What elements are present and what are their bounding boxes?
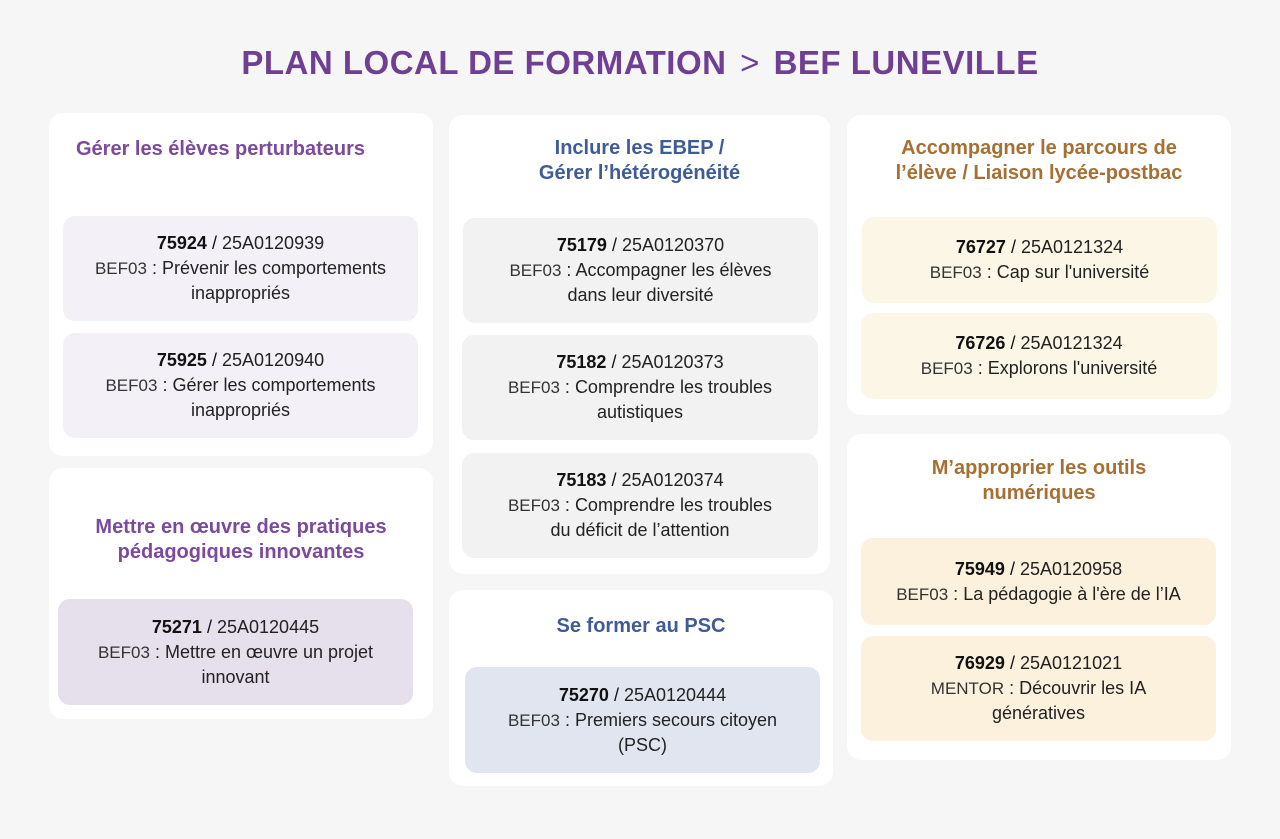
panel-pratiques-innovantes — [49, 468, 433, 719]
panel-title-line1: Mettre en œuvre des pratiques — [95, 516, 387, 538]
training-number: 75271 — [151, 616, 202, 637]
training-number: 75925 — [156, 350, 207, 370]
training-card[interactable]: 75949 / 25A0120958 BEF03 : La pédagogie à l'ère de l’IA — [861, 538, 1216, 625]
training-prefix: BEF03 — [896, 584, 949, 604]
training-title: Premiers secours citoyen — [574, 709, 778, 730]
training-number: 76726 — [955, 333, 1006, 353]
training-card[interactable]: 75925 / 25A0120940 BEF03 : Gérer les comportements inappropriés — [63, 333, 418, 438]
panel-title-line2: Gérer l’hétérogénéité — [538, 162, 741, 184]
training-title-cont: génératives — [991, 703, 1086, 723]
training-prefix: BEF03 — [97, 642, 150, 662]
training-code: 25A0120370 — [622, 235, 725, 255]
training-title: Accompagner les élèves — [575, 260, 772, 280]
panel-eleves-perturbateurs — [49, 113, 433, 456]
panel-title-line2: pédagogiques innovantes — [117, 541, 365, 563]
training-title: Comprendre les troubles — [574, 495, 773, 515]
training-number: 75949 — [954, 558, 1005, 579]
training-code: 25A0121021 — [1020, 653, 1123, 673]
training-title: Mettre en œuvre un projet — [164, 641, 374, 662]
page-title-site: BEF LUNEVILLE — [773, 44, 1039, 81]
training-code: 25A0120445 — [217, 616, 320, 637]
panel-inclure-ebep — [449, 115, 830, 574]
title-separator: > — [740, 44, 760, 81]
training-title: Prévenir les comportements — [161, 258, 387, 278]
training-code: 25A0120940 — [222, 350, 325, 370]
training-number: 75270 — [558, 684, 609, 705]
training-title-cont: innovant — [201, 666, 270, 687]
page-title-main: PLAN LOCAL DE FORMATION — [241, 44, 727, 81]
panel-title-line1: Accompagner le parcours de — [901, 137, 1177, 159]
training-number: 76727 — [955, 237, 1006, 257]
training-prefix: BEF03 — [105, 376, 158, 395]
training-card[interactable]: 76727 / 25A0121324 BEF03 : Cap sur l'université — [862, 217, 1217, 303]
training-title: Explorons l'université — [987, 358, 1158, 378]
training-prefix: BEF03 — [507, 496, 560, 515]
panel-psc — [449, 590, 833, 786]
training-title: La pédagogie à l'ère de l’IA — [963, 583, 1181, 604]
training-prefix: BEF03 — [507, 710, 560, 730]
training-title: Cap sur l'université — [996, 262, 1150, 282]
training-title: Découvrir les IA — [1019, 678, 1147, 698]
panel-title: Gérer les élèves perturbateurs — [76, 138, 366, 160]
panel-title: Se former au PSC — [556, 615, 726, 637]
training-code: 25A0121324 — [1021, 237, 1124, 257]
panel-title-line2: numériques — [982, 482, 1096, 504]
panel-title — [49, 515, 433, 565]
panel-parcours-eleve — [847, 115, 1231, 415]
page-title — [0, 44, 1280, 82]
training-card[interactable]: 75179 / 25A0120370 BEF03 : Accompagner les élèves dans leur diversité — [463, 218, 818, 323]
training-number: 75179 — [556, 235, 607, 255]
training-title-cont: du déficit de l’attention — [550, 520, 730, 540]
training-code: 25A0121324 — [1020, 333, 1123, 353]
training-prefix: BEF03 — [920, 359, 973, 378]
training-card[interactable]: 75183 / 25A0120374 BEF03 : Comprendre les troubles du déficit de l’attention — [462, 453, 818, 558]
training-title-cont: autistiques — [596, 402, 684, 422]
training-title-cont: inappropriés — [190, 400, 291, 420]
training-card[interactable]: 75270 / 25A0120444 BEF03 : Premiers secours citoyen (PSC) — [465, 667, 820, 773]
training-title: Comprendre les troubles — [574, 377, 773, 397]
training-number: 75183 — [556, 470, 607, 490]
training-title-cont: dans leur diversité — [567, 285, 714, 305]
training-code: 25A0120373 — [621, 352, 724, 372]
training-card[interactable]: 76726 / 25A0121324 BEF03 : Explorons l'université — [861, 313, 1217, 399]
training-code: 25A0120958 — [1020, 558, 1123, 579]
panel-title-line2: l’élève / Liaison lycée-postbac — [895, 162, 1183, 184]
training-prefix: MENTOR — [930, 679, 1005, 698]
training-title-cont: (PSC) — [618, 734, 667, 755]
training-card[interactable]: 75271 / 25A0120445 BEF03 : Mettre en œuvre un projet innovant — [58, 599, 413, 705]
training-number: 75924 — [156, 233, 207, 253]
panel-outils-numeriques — [847, 434, 1231, 760]
training-card[interactable]: 75924 / 25A0120939 BEF03 : Prévenir les comportements inappropriés — [63, 216, 418, 321]
training-number: 75182 — [556, 352, 607, 372]
training-code: 25A0120939 — [222, 233, 325, 253]
training-prefix: BEF03 — [94, 259, 147, 278]
panel-title-line1: Inclure les EBEP / — [554, 137, 725, 159]
panel-title — [847, 456, 1231, 506]
panel-title — [847, 136, 1231, 186]
training-prefix: BEF03 — [509, 261, 562, 280]
panel-title — [449, 136, 830, 186]
training-card[interactable]: 75182 / 25A0120373 BEF03 : Comprendre les troubles autistiques — [462, 335, 818, 440]
training-code: 25A0120374 — [621, 470, 724, 490]
training-code: 25A0120444 — [624, 684, 727, 705]
training-prefix: BEF03 — [507, 378, 560, 397]
panel-title-line1: M’approprier les outils — [931, 457, 1147, 479]
training-number: 76929 — [954, 653, 1005, 673]
training-prefix: BEF03 — [929, 263, 982, 282]
training-title-cont: inappropriés — [190, 283, 291, 303]
training-card[interactable]: 76929 / 25A0121021 MENTOR : Découvrir les IA génératives — [861, 636, 1216, 741]
training-title: Gérer les comportements — [172, 375, 376, 395]
